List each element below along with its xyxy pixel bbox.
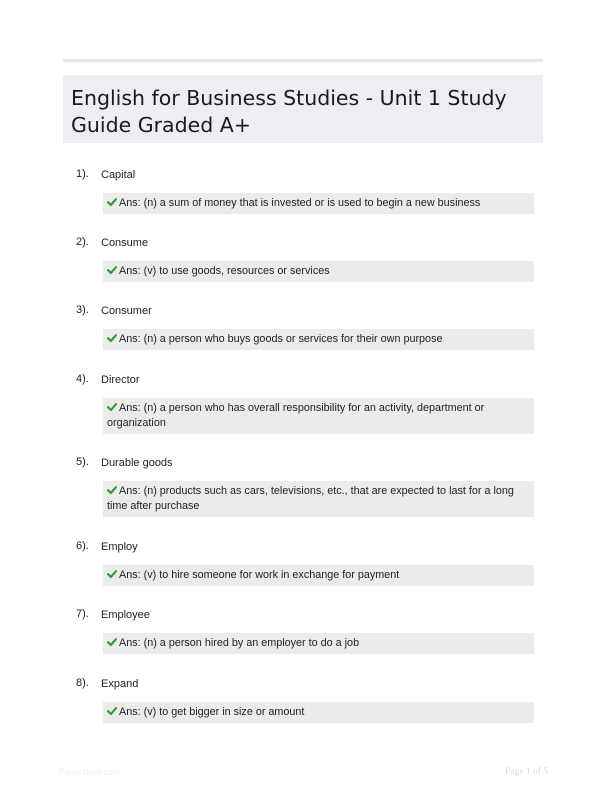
- answer-text: Ans: (n) a sum of money that is invested or is used to begin a new business: [119, 197, 481, 209]
- answer-text: Ans: (n) a person who has overall responsibility for an activity, department or organization: [107, 402, 485, 429]
- question-term: Consume: [101, 237, 149, 249]
- question-term: Employee: [101, 609, 150, 621]
- page-indicator: Page 1 of 5: [504, 767, 548, 777]
- question-number: 8).: [76, 677, 89, 689]
- answer-text: Ans: (n) a person who buys goods or services for their own purpose: [119, 333, 443, 345]
- question-term: Consumer: [101, 305, 152, 317]
- footer-watermark: Paperstudi.com: [58, 767, 121, 777]
- answer-text: Ans: (n) a person hired by an employer to do a job: [119, 637, 360, 649]
- checkmark-icon: [107, 637, 117, 647]
- answer-text: Ans: (v) to get bigger in size or amount: [119, 706, 305, 718]
- question-number: 7).: [76, 608, 89, 620]
- answer-box: [103, 702, 534, 723]
- title-banner: [63, 75, 543, 143]
- question-number: 3).: [76, 304, 89, 316]
- question-term: Capital: [101, 169, 136, 181]
- answer-box: [103, 481, 534, 517]
- answer-text: Ans: (v) to use goods, resources or services: [119, 265, 330, 277]
- question-term: Employ: [101, 541, 138, 553]
- question-number: 2).: [76, 236, 89, 248]
- answer-box: [103, 398, 534, 434]
- checkmark-icon: [107, 569, 117, 579]
- question-number: 1).: [76, 168, 89, 180]
- page-title: English for Business Studies - Unit 1 Study Guide Graded A+: [71, 86, 507, 137]
- checkmark-icon: [107, 333, 117, 343]
- checkmark-icon: [107, 706, 117, 716]
- question-term: Expand: [101, 678, 139, 690]
- checkmark-icon: [107, 197, 117, 207]
- checkmark-icon: [107, 485, 117, 495]
- answer-box: [103, 565, 534, 586]
- answer-text: Ans: (v) to hire someone for work in exchange for payment: [119, 569, 400, 581]
- answer-box: [103, 329, 534, 350]
- question-number: 4).: [76, 373, 89, 385]
- checkmark-icon: [107, 402, 117, 412]
- question-number: 5).: [76, 456, 89, 468]
- answer-box: [103, 261, 534, 282]
- answer-box: [103, 633, 534, 654]
- checkmark-icon: [107, 265, 117, 275]
- answer-text: Ans: (n) products such as cars, televisions, etc., that are expected to last for a long time after purchase: [107, 485, 514, 512]
- question-term: Durable goods: [101, 457, 173, 469]
- question-term: Director: [101, 374, 140, 386]
- top-divider: [63, 59, 543, 62]
- question-number: 6).: [76, 540, 89, 552]
- answer-box: [103, 193, 534, 214]
